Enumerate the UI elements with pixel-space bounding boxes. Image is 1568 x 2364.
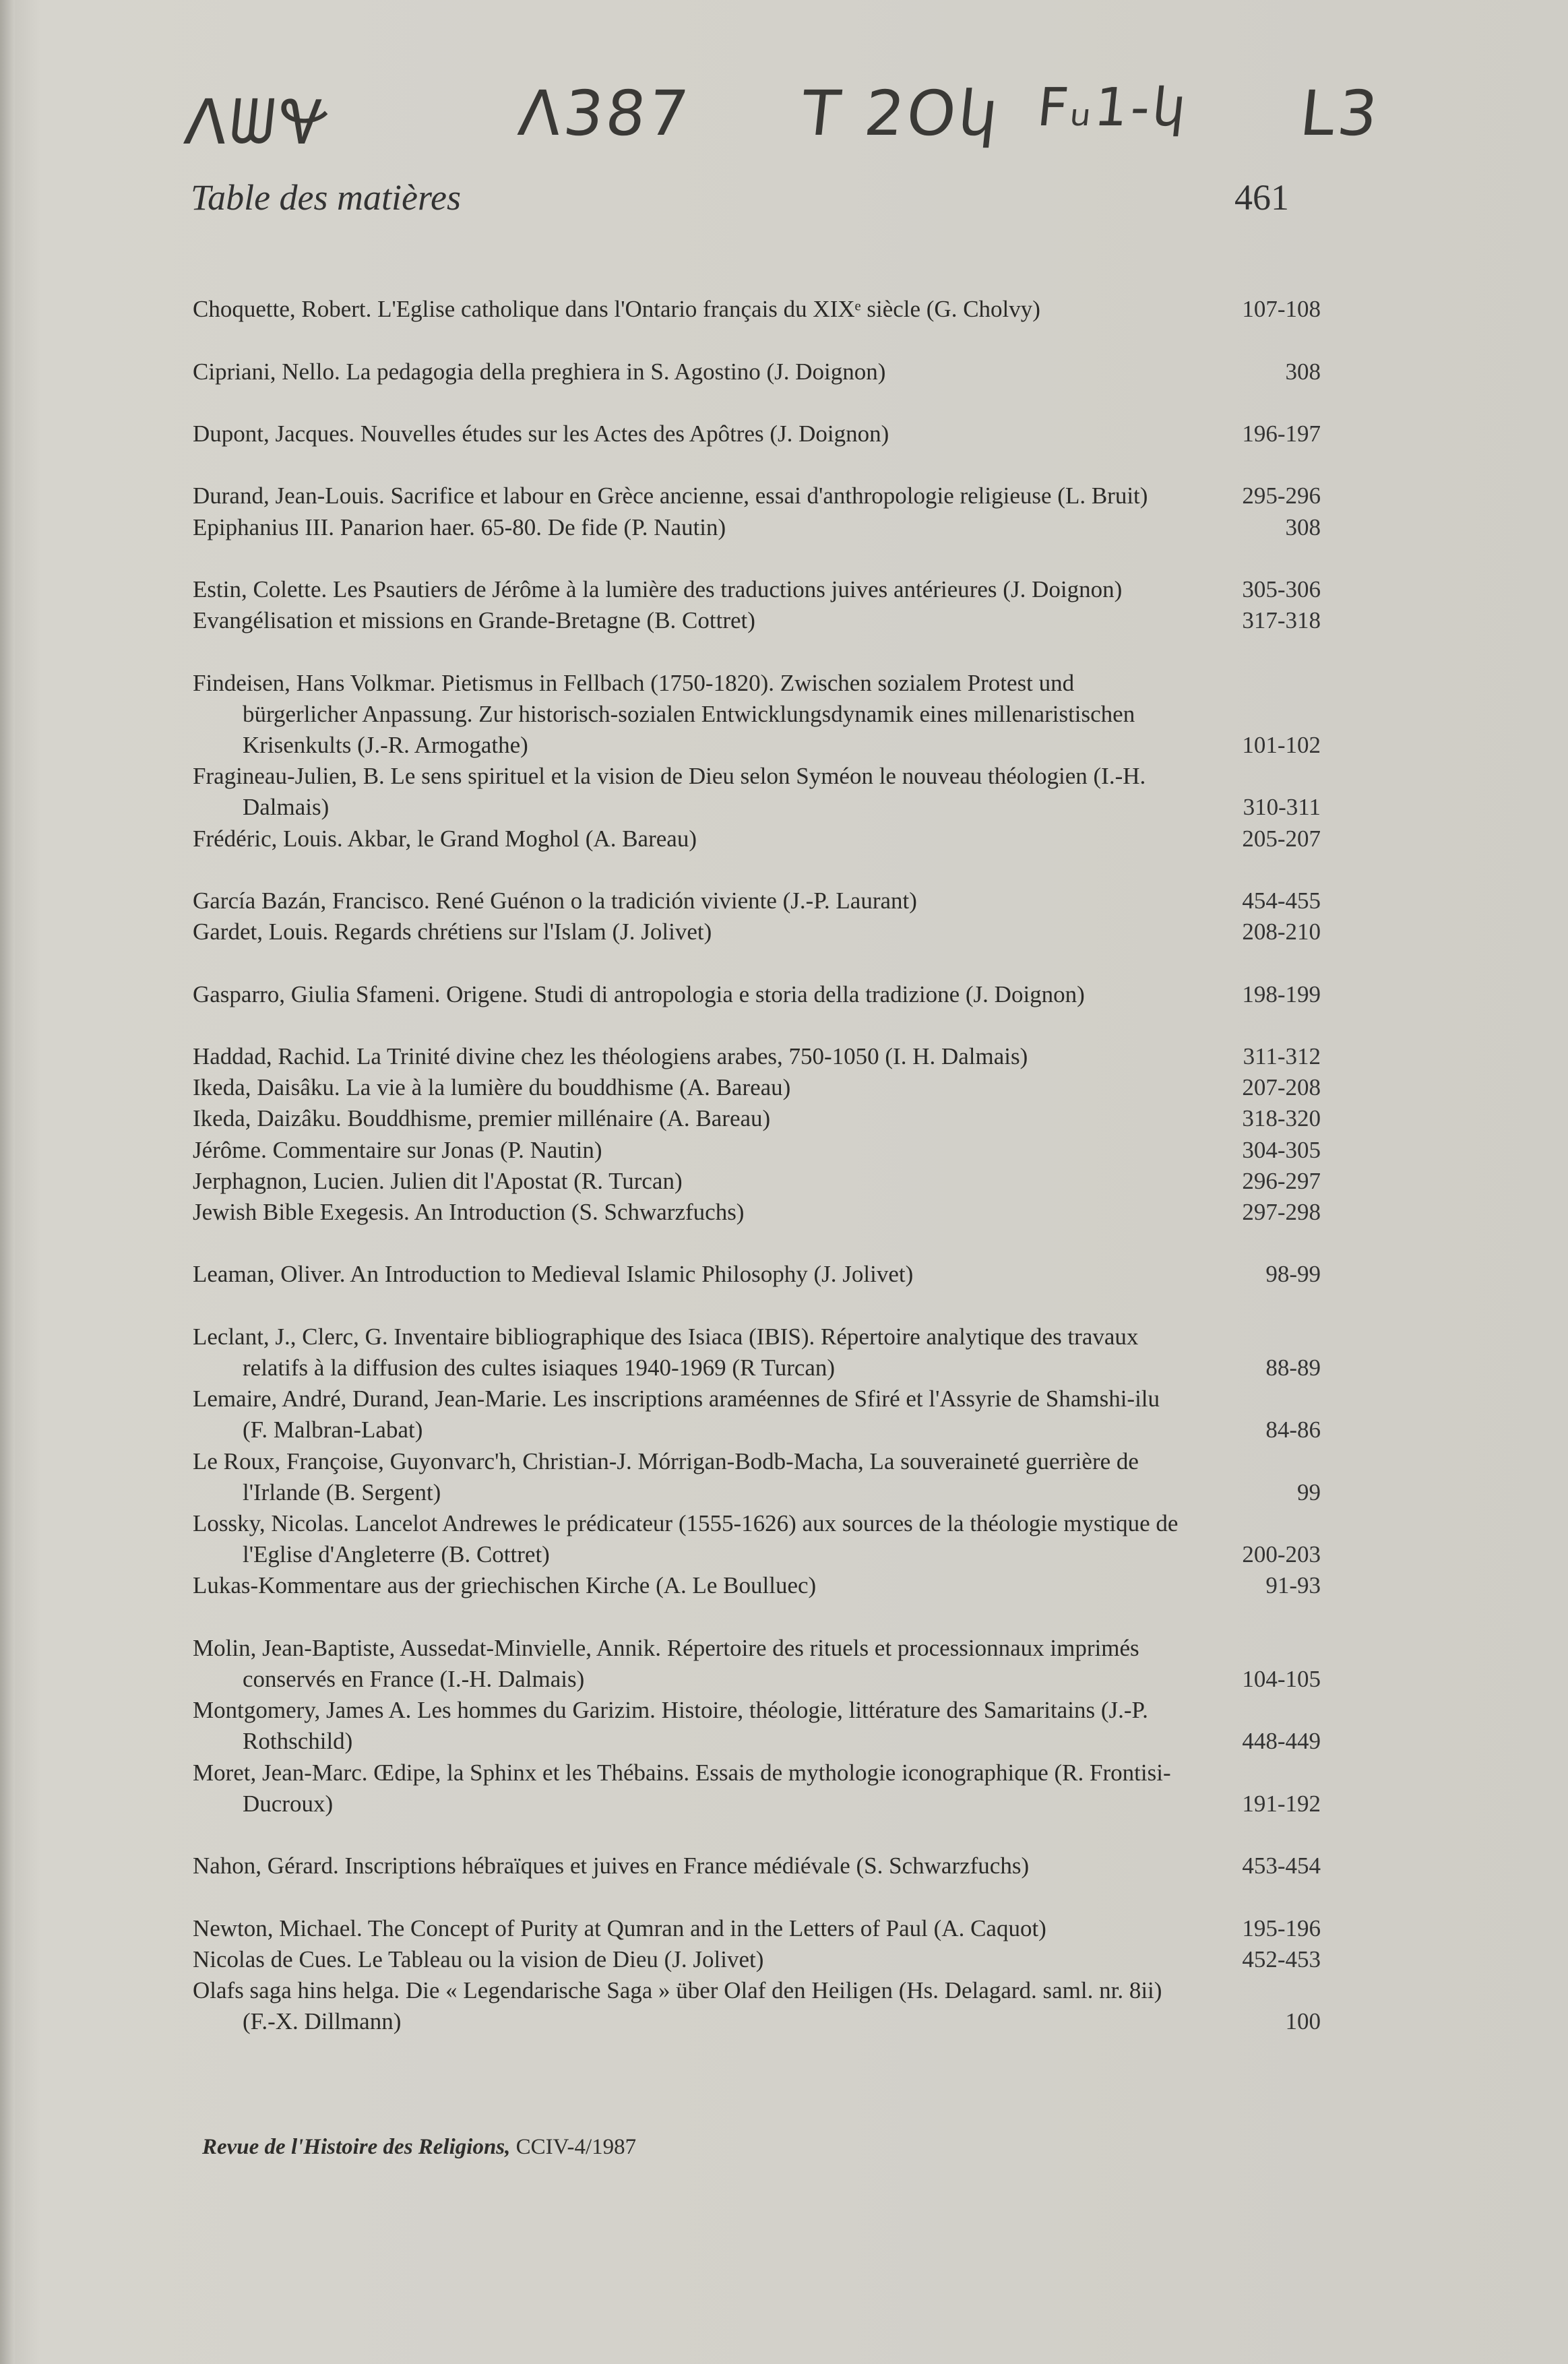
toc-entry-text: Frédéric, Louis. Akbar, le Grand Moghol (A. Bareau) <box>193 825 697 852</box>
toc-entry-pages: 195-196 <box>1242 1915 1321 1941</box>
toc-entry <box>193 325 1321 387</box>
toc-entry-pages: 107-108 <box>1242 296 1321 323</box>
handwritten-note: ᐱᗯ𐐏 <box>181 86 334 158</box>
toc-entry <box>193 1602 1321 1696</box>
toc-entry <box>193 512 1321 543</box>
toc-entry <box>193 1508 1321 1570</box>
toc-entry-text: Estin, Colette. Les Psautiers de Jérôme à la lumière des traductions juives antérieures (J. Doignon) <box>193 576 1123 602</box>
toc-entry-text: Jewish Bible Exegesis. An Introduction (S. Schwarzfuchs) <box>193 1198 745 1225</box>
toc-entry-text: Dupont, Jacques. Nouvelles études sur les Actes des Apôtres (J. Doignon) <box>193 420 889 447</box>
handwritten-note: L3 <box>1296 77 1384 150</box>
toc-entry <box>193 854 1321 916</box>
toc-entry-text: Nicolas de Cues. Le Tableau ou la vision de Dieu (J. Jolivet) <box>193 1946 764 1972</box>
toc-entry <box>193 1197 1321 1228</box>
toc-entry-pages: 91-93 <box>1265 1572 1321 1599</box>
toc-entry-text: García Bazán, Francisco. René Guénon o la tradición viviente (J.-P. Laurant) <box>193 887 917 914</box>
toc-entry-text: Epiphanius III. Panarion haer. 65-80. De fide (P. Nautin) <box>193 514 726 540</box>
toc-entry-pages: 297-298 <box>1242 1198 1321 1225</box>
toc-entry <box>193 1072 1321 1103</box>
toc-entry-text: Moret, Jean-Marc. Œdipe, la Sphinx et les Thébains. Essais de mythologie iconographique (R. Frontisi-Ducroux) <box>193 1759 1171 1817</box>
toc-entry-pages: 296-297 <box>1242 1167 1321 1194</box>
toc-entry-pages: 454-455 <box>1242 887 1321 914</box>
toc-entry <box>193 1975 1321 2037</box>
toc-entry <box>193 1290 1321 1384</box>
toc-entry-text: Gasparro, Giulia Sfameni. Origene. Studi di antropologia e storia della tradizione (J. Doignon) <box>193 981 1085 1007</box>
toc-entry-text: Cipriani, Nello. La pedagogia della preghiera in S. Agostino (J. Doignon) <box>193 358 886 385</box>
toc-entry-pages: 318-320 <box>1242 1105 1321 1132</box>
toc-entry-pages: 453-454 <box>1242 1853 1321 1879</box>
toc-entry <box>193 947 1321 1009</box>
toc-entry-text: Molin, Jean-Baptiste, Aussedat-Minvielle, Annik. Répertoire des rituels et processionnaux imprimés conservés en France (I.-H. Dalmais) <box>193 1634 1139 1692</box>
toc-entry-text: Nahon, Gérard. Inscriptions hébraïques et juives en France médiévale (S. Schwarzfuchs) <box>193 1853 1030 1879</box>
toc-entry <box>193 636 1321 761</box>
toc-entry-pages: 101-102 <box>1242 731 1321 758</box>
toc-entry <box>193 761 1321 823</box>
toc-entry-pages: 99 <box>1297 1479 1321 1505</box>
toc-entry <box>193 387 1321 449</box>
toc-entry-pages: 196-197 <box>1242 420 1321 447</box>
toc-entry-text: Newton, Michael. The Concept of Purity at Qumran and in the Letters of Paul (A. Caquot) <box>193 1915 1046 1941</box>
toc-entry-pages: 98-99 <box>1265 1261 1321 1288</box>
handwritten-annotations <box>0 40 1568 158</box>
toc-entry-text: Findeisen, Hans Volkmar. Pietismus in Fellbach (1750-1820). Zwischen sozialem Protest und bürgerlicher Anpassung. Zur historisch-sozialen Entwicklungsdynamik eines millenaristischen Krisenkults (J.-R. Armogathe) <box>193 669 1135 758</box>
toc-entry <box>193 1103 1321 1134</box>
toc-entry-pages: 208-210 <box>1242 919 1321 945</box>
toc-entry-pages: 308 <box>1285 358 1321 385</box>
toc-entry-pages: 310-311 <box>1243 794 1321 821</box>
toc-entry-pages: 317-318 <box>1242 607 1321 634</box>
toc-entry-pages: 100 <box>1285 2008 1321 2035</box>
toc-entry-pages: 305-306 <box>1242 576 1321 602</box>
toc-entry-pages: 104-105 <box>1242 1665 1321 1692</box>
toc-entry-text: Lukas-Kommentare aus der griechischen Kirche (A. Le Boulluec) <box>193 1572 817 1599</box>
toc-entry-pages: 207-208 <box>1242 1074 1321 1101</box>
table-of-contents-list <box>193 263 1321 2037</box>
handwritten-note: ᐱ387 <box>515 77 695 150</box>
toc-entry <box>193 1944 1321 1975</box>
toc-entry-pages: 304-305 <box>1242 1136 1321 1163</box>
toc-entry <box>193 916 1321 947</box>
toc-entry <box>193 1570 1321 1601</box>
toc-entry <box>193 605 1321 636</box>
toc-entry <box>193 1010 1321 1072</box>
toc-entry <box>193 1166 1321 1197</box>
toc-entry <box>193 1446 1321 1508</box>
binding-edge <box>0 0 15 2364</box>
toc-entry-text: Evangélisation et missions en Grande-Bretagne (B. Cottret) <box>193 607 755 634</box>
toc-entry-pages: 88-89 <box>1265 1354 1321 1381</box>
toc-entry-text: Jerphagnon, Lucien. Julien dit l'Apostat (R. Turcan) <box>193 1167 683 1194</box>
toc-entry-text: Lossky, Nicolas. Lancelot Andrewes le prédicateur (1555-1626) aux sources de la théologie mystique de l'Eglise d'Angleterre (B. Cottret) <box>193 1510 1179 1568</box>
toc-entry-text: Leclant, J., Clerc, G. Inventaire bibliographique des Isiaca (IBIS). Répertoire analytique des travaux relatifs à la diffusion des cultes isiaques 1940-1969 (R Turcan) <box>193 1323 1139 1381</box>
toc-entry-text: Gardet, Louis. Regards chrétiens sur l'Islam (J. Jolivet) <box>193 919 712 945</box>
handwritten-note: T 2Oկ <box>798 77 1005 150</box>
journal-name: Revue de l'Histoire des Religions, <box>202 2135 511 2159</box>
toc-entry-text: Jérôme. Commentaire sur Jonas (P. Nautin) <box>193 1136 602 1163</box>
toc-entry-pages: 448-449 <box>1242 1728 1321 1755</box>
toc-entry-pages: 84-86 <box>1265 1417 1321 1443</box>
toc-entry <box>193 1135 1321 1166</box>
toc-entry-text: Le Roux, Françoise, Guyonvarc'h, Christian-J. Mórrigan-Bodb-Macha, La souveraineté guerrière de l'Irlande (B. Sergent) <box>193 1448 1139 1505</box>
toc-entry <box>193 1383 1321 1445</box>
page-number: 461 <box>1234 177 1289 218</box>
toc-entry-text: Lemaire, André, Durand, Jean-Marie. Les inscriptions araméennes de Sfiré et l'Assyrie de Shamshi-ilu (F. Malbran-Labat) <box>193 1386 1160 1443</box>
toc-entry-text: Montgomery, James A. Les hommes du Garizim. Histoire, théologie, littérature des Samaritains (J.-P. Rothschild) <box>193 1697 1148 1755</box>
toc-entry <box>193 263 1321 325</box>
toc-entry <box>193 449 1321 511</box>
page-title: Table des matières <box>191 177 461 218</box>
journal-footer <box>202 2135 636 2160</box>
toc-entry <box>193 1819 1321 1881</box>
toc-entry <box>193 823 1321 854</box>
toc-entry-pages: 200-203 <box>1242 1541 1321 1568</box>
handwritten-note: Fᵤ1-կ <box>1034 77 1192 138</box>
toc-entry-pages: 191-192 <box>1242 1790 1321 1817</box>
toc-entry-pages: 205-207 <box>1242 825 1321 852</box>
toc-entry-pages: 198-199 <box>1242 981 1321 1007</box>
toc-entry-text: Leaman, Oliver. An Introduction to Medieval Islamic Philosophy (J. Jolivet) <box>193 1261 914 1288</box>
toc-entry <box>193 1881 1321 1943</box>
toc-entry-text: Ikeda, Daisâku. La vie à la lumière du bouddhisme (A. Bareau) <box>193 1074 791 1101</box>
toc-entry-pages: 295-296 <box>1242 483 1321 509</box>
toc-entry-text: Haddad, Rachid. La Trinité divine chez les théologiens arabes, 750-1050 (I. H. Dalmais) <box>193 1043 1028 1069</box>
journal-issue: CCIV-4/1987 <box>515 2135 637 2159</box>
page-header <box>191 177 1289 230</box>
toc-entry-text: Choquette, Robert. L'Eglise catholique dans l'Ontario français du XIXᵉ siècle (G. Cholvy) <box>193 296 1040 323</box>
toc-entry-text: Olafs saga hins helga. Die « Legendarische Saga » über Olaf den Heiligen (Hs. Delagard. saml. nr. 8ii) (F.-X. Dillmann) <box>193 1977 1162 2035</box>
toc-entry-pages: 311-312 <box>1243 1043 1321 1069</box>
toc-entry-text: Ikeda, Daizâku. Bouddhisme, premier millénaire (A. Bareau) <box>193 1105 771 1132</box>
toc-entry-pages: 308 <box>1285 514 1321 540</box>
toc-entry-text: Durand, Jean-Louis. Sacrifice et labour en Grèce ancienne, essai d'anthropologie religieuse (L. Bruit) <box>193 483 1148 509</box>
toc-entry-pages: 452-453 <box>1242 1946 1321 1972</box>
toc-entry <box>193 1228 1321 1290</box>
toc-entry <box>193 543 1321 605</box>
toc-entry <box>193 1758 1321 1819</box>
toc-entry-text: Fragineau-Julien, B. Le sens spirituel et la vision de Dieu selon Syméon le nouveau théologien (I.-H. Dalmais) <box>193 763 1146 821</box>
toc-entry <box>193 1695 1321 1757</box>
